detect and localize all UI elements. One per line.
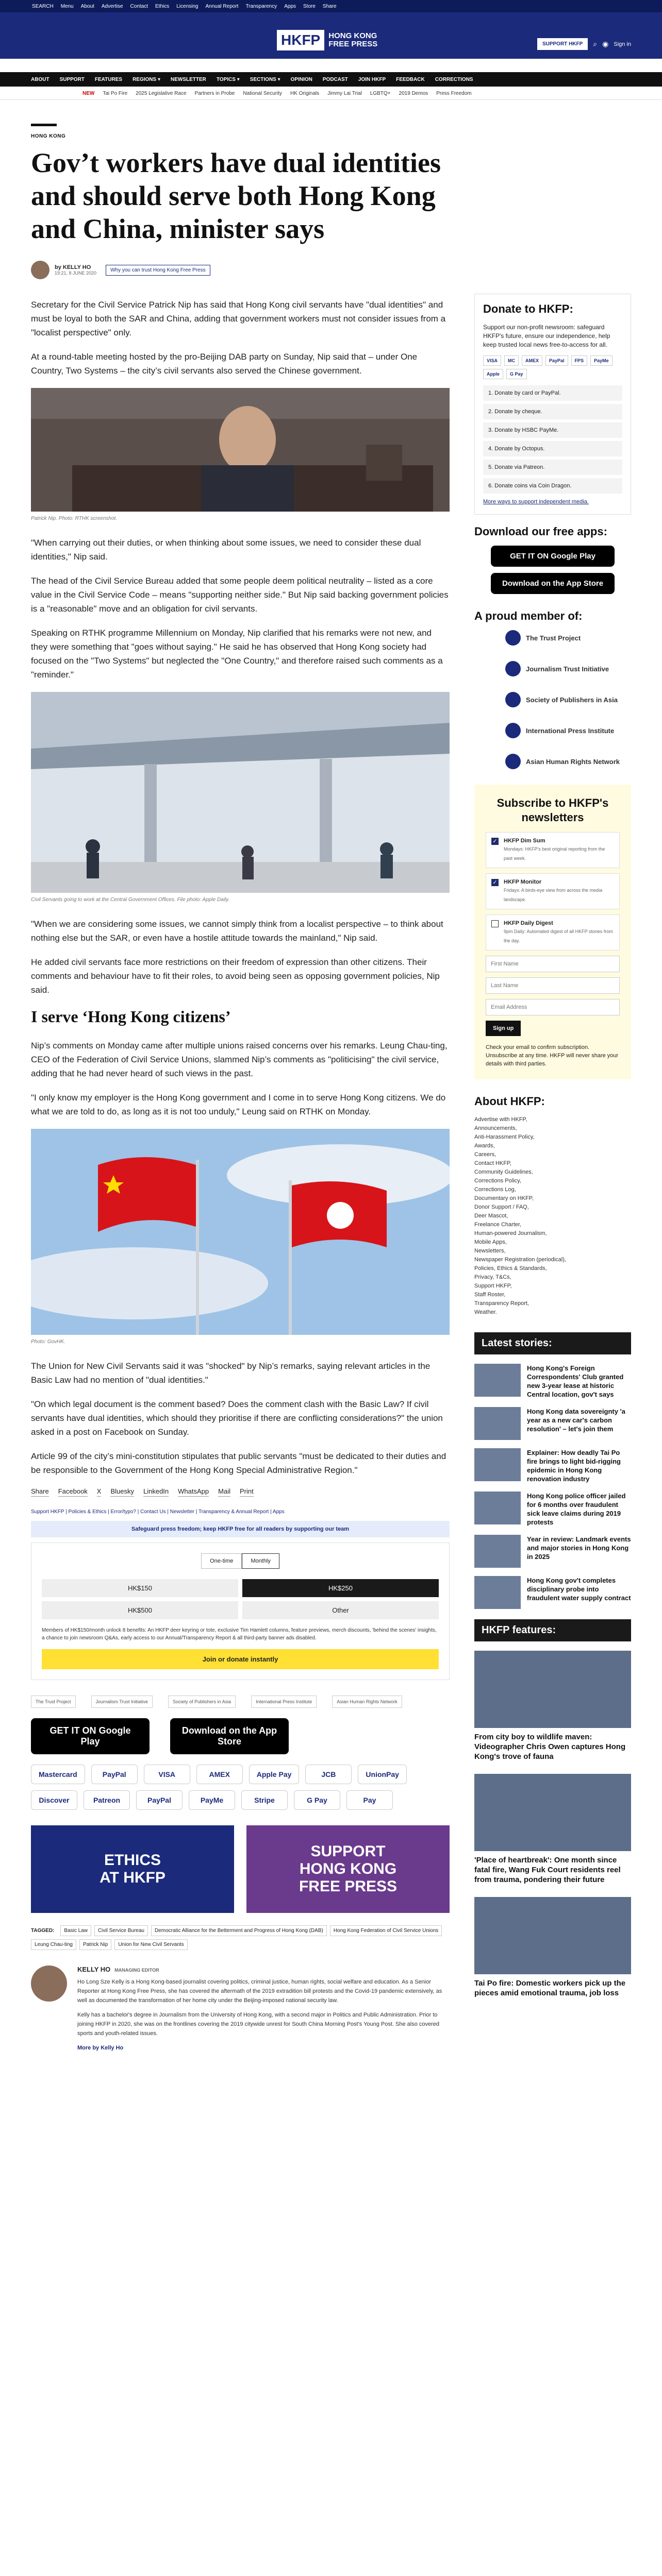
top-link[interactable]: Annual Report: [205, 4, 239, 9]
join-donate-button[interactable]: Join or donate instantly: [42, 1649, 439, 1669]
checkbox[interactable]: [491, 920, 499, 927]
feature-story[interactable]: [474, 1774, 631, 1885]
about-links: [474, 1115, 631, 1317]
about-link[interactable]: Corrections Policy,: [474, 1178, 521, 1184]
ethics-video[interactable]: [31, 1825, 234, 1913]
story-thumbnail[interactable]: [474, 1492, 521, 1524]
newsletter-signup: [474, 785, 631, 1079]
photo-flags: [31, 1129, 450, 1335]
top-link[interactable]: Contact: [130, 4, 148, 9]
member-item[interactable]: [505, 723, 631, 738]
donate-text: Support our non-profit newsroom: safeguard HKFP's future, ensure our independence, help keep trusted local news free-to-access for all.: [483, 324, 610, 348]
newsletter-option[interactable]: [486, 832, 620, 868]
apps-title: Download our free apps:: [474, 525, 607, 538]
top-utility-bar: [0, 0, 662, 12]
newsletter-name: HKFP Daily Digest: [504, 920, 553, 926]
sign-up-button[interactable]: Sign up: [486, 1021, 521, 1036]
payment-logo: VISA: [144, 1765, 190, 1784]
nav-item[interactable]: SUPPORT: [59, 77, 85, 82]
story-title[interactable]: Hong Kong's Foreign Correspondents' Club granted new 3-year lease at historic Central location, gov't says: [527, 1364, 624, 1398]
member-list: [474, 630, 631, 769]
nav-item[interactable]: OPINION: [290, 77, 312, 82]
payment-logo: Patreon: [84, 1790, 130, 1810]
share-button[interactable]: X: [97, 1487, 102, 1497]
paragraph: Speaking on RTHK programme Millennium on Monday, Nip clarified that his remarks were not new, and they were something that "goes without saying." He said he has observed that Hong Kong society had focused on the "Two Systems" but neglected the "One Country," and therefore raised such comments as a "reminder.": [31, 628, 443, 680]
feature-title[interactable]: Tai Po fire: Domestic workers pick up the pieces amid emotional trauma, job loss: [474, 1979, 626, 1997]
amount-option[interactable]: HK$500: [42, 1601, 238, 1619]
story-title[interactable]: Explainer: How deadly Tai Po fire brings to light bid-rigging epidemic in Hong Kong renovation industry: [527, 1449, 621, 1483]
logo-text: HONG KONG FREE PRESS: [328, 31, 378, 48]
amount-option-selected[interactable]: HK$250: [242, 1579, 439, 1597]
top-link[interactable]: About: [80, 4, 94, 9]
payment-logo: PayPal: [91, 1765, 138, 1784]
story-thumbnail[interactable]: [474, 1407, 521, 1440]
newsletter-desc: Mondays: HKFP's best original reporting from the past week.: [504, 846, 605, 861]
member-logo[interactable]: The Trust Project: [31, 1696, 76, 1708]
about-link[interactable]: Weather.: [474, 1309, 497, 1315]
monthly-option[interactable]: Monthly: [242, 1553, 279, 1569]
top-link[interactable]: Ethics: [155, 4, 170, 9]
tag[interactable]: Basic Law: [60, 1925, 91, 1936]
search-icon[interactable]: ⌕: [593, 40, 598, 48]
author-bio: Kelly has a bachelor's degree in Journalism from the University of Hong Kong, with a second major in Politics and Public Administration. Prior to joining HKFP in 2020, she was on the frontlines covering the 2019 citywide unrest for South China Morning Post's Young Post. She also covered sports and youth-related issues.: [77, 2012, 440, 2037]
feature-thumbnail[interactable]: [474, 1651, 631, 1728]
latest-story[interactable]: [474, 1448, 631, 1483]
donation-option[interactable]: 2. Donate by cheque.: [483, 404, 622, 419]
flags-illustration: [31, 1129, 450, 1335]
photo-caption: Patrick Nip. Photo: RTHK screenshot.: [31, 516, 118, 521]
donation-frequency-toggle: [42, 1553, 439, 1569]
latest-story[interactable]: [474, 1535, 631, 1568]
photo-caption: Photo: GovHK.: [31, 1339, 65, 1345]
author-role: MANAGING EDITOR: [114, 1968, 159, 1973]
trust-badge[interactable]: Why you can trust Hong Kong Free Press: [106, 265, 210, 276]
paragraph: "When carrying out their duties, or when thinking about some issues, we need to consider these dual identities," Nip said.: [31, 538, 421, 562]
donation-option[interactable]: 1. Donate by card or PayPal.: [483, 385, 622, 401]
newsletter-options: [486, 832, 620, 951]
nav-item[interactable]: CORRECTIONS: [435, 77, 473, 82]
google-play-badge[interactable]: GET IT ON Google Play: [31, 1718, 150, 1754]
top-links: [32, 4, 337, 9]
member-logo[interactable]: Asian Human Rights Network: [332, 1696, 402, 1708]
tag[interactable]: Civil Service Bureau: [94, 1925, 148, 1936]
paragraph: Nip’s comments on Monday came after multiple unions raised concerns over his remarks. Leung Chau-ting, CEO of the Federation of Civil Service Unions, slammed Nip’s comments as "politicising" the civil service, adding that he had never heard of such views in the past.: [31, 1041, 448, 1078]
trending-item[interactable]: 2019 Demos: [399, 91, 428, 96]
donation-options: [483, 385, 622, 494]
top-link[interactable]: Advertise: [101, 4, 123, 9]
member-name: Journalism Trust Initiative: [526, 665, 609, 673]
latest-story[interactable]: [474, 1407, 631, 1440]
membership-note: Members of HK$150/month unlock 8 benefits: An HKFP deer keyring or tote, exclusive Tim Hamlett columns, feature previews, merch discounts, 'behind the scenes' insights, a chance to join newsroom Q&As, early access to our Annual/Transparency Report & all third-party banner ads disabled.: [42, 1628, 437, 1641]
amount-option[interactable]: Other: [242, 1601, 439, 1619]
about-link[interactable]: Deer Mascot,: [474, 1213, 508, 1219]
main-nav-items: [31, 77, 473, 82]
google-play-badge[interactable]: GET IT ON Google Play: [491, 546, 615, 567]
app-store-badge[interactable]: Download on the App Store: [491, 573, 615, 594]
feature-title[interactable]: 'Place of heartbreak': One month since fatal fire, Wang Fuk Court residents reel from trauma, pondering their future: [474, 1856, 621, 1884]
share-button[interactable]: Facebook: [58, 1487, 88, 1497]
story-title[interactable]: Hong Kong police officer jailed for 6 months over fraudulent sick leave claims during 2019 protests: [527, 1492, 626, 1526]
newsletter-desc: Fridays: A birds-eye view from across the media landscape.: [504, 888, 603, 902]
top-link[interactable]: Apps: [284, 4, 296, 9]
trending-item[interactable]: National Security: [243, 91, 282, 96]
payment-logo: G Pay: [506, 369, 527, 379]
first-name-field[interactable]: [486, 956, 620, 972]
trending-nav: [0, 87, 662, 100]
tag[interactable]: Patrick Nip: [79, 1939, 111, 1950]
sidebar: [474, 294, 631, 2010]
feature-story[interactable]: [474, 1651, 631, 1761]
tag[interactable]: Hong Kong Federation of Civil Service Unions: [330, 1925, 442, 1936]
about-link[interactable]: Human-powered Journalism,: [474, 1230, 547, 1236]
member-name: Asian Human Rights Network: [526, 757, 620, 766]
story-thumbnail[interactable]: [474, 1448, 521, 1481]
tag[interactable]: Union for New Civil Servants: [114, 1939, 187, 1950]
member-item[interactable]: [505, 661, 631, 676]
share-button[interactable]: Share: [31, 1487, 49, 1497]
share-button[interactable]: WhatsApp: [178, 1487, 209, 1497]
payment-methods: [31, 1765, 450, 1810]
paragraph: "On which legal document is the comment based? Does the comment clash with the Basic Law? If civil servants have dual identities, which should they prioritise if there are conflicting considerations?" the union asked in a post on Facebook on Sunday.: [31, 1399, 443, 1437]
paragraph: The Union for New Civil Servants said it was "shocked" by Nip’s remarks, saying relevant articles in the Basic Law had no mention of "dual identities.": [31, 1361, 431, 1385]
donation-option[interactable]: 3. Donate by HSBC PayMe.: [483, 422, 622, 438]
top-link[interactable]: Share: [322, 4, 337, 9]
nav-item[interactable]: TOPICS ▾: [216, 77, 240, 82]
payment-logo: Mastercard: [31, 1765, 85, 1784]
newsletter-option[interactable]: [486, 914, 620, 951]
nav-item[interactable]: FEEDBACK: [396, 77, 425, 82]
nav-item[interactable]: NEWSLETTER: [170, 77, 206, 82]
member-item[interactable]: [505, 630, 631, 646]
paragraph: "I only know my employer is the Hong Kong government and I come in to serve Hong Kong citizens. We do what we are told to do, as long as it is not too unduly," Leung said on RTHK on Monday.: [31, 1093, 446, 1116]
member-logo-icon: [505, 723, 521, 738]
safeguard-banner: Safeguard press freedom; keep HKFP free for all readers by supporting our team: [31, 1521, 450, 1537]
member-logo-icon: [505, 692, 521, 707]
payment-logo: UnionPay: [358, 1765, 407, 1784]
author-photo[interactable]: [31, 1965, 67, 2002]
author-box-name[interactable]: KELLY HO MANAGING EDITOR: [77, 1965, 159, 1973]
publish-date: 19:21, 8 JUNE 2020: [55, 270, 97, 276]
payment-logo: AMEX: [522, 355, 542, 366]
article-footer-links[interactable]: Support HKFP | Policies & Ethics | Error/typo? | Contact Us | Newsletter | Transparency & Annual Report | Apps: [31, 1509, 285, 1515]
email-field[interactable]: [486, 999, 620, 1015]
nav-item[interactable]: REGIONS ▾: [133, 77, 160, 82]
support-video-label: SUPPORT HONG KONG FREE PRESS: [299, 1843, 398, 1895]
payment-logo: JCB: [305, 1765, 352, 1784]
payment-logo: Discover: [31, 1790, 77, 1810]
about-link[interactable]: Corrections Log,: [474, 1187, 516, 1193]
main-nav: [0, 72, 662, 87]
about-link[interactable]: Advertise with HKFP,: [474, 1116, 527, 1123]
nav-item[interactable]: ABOUT: [31, 77, 49, 82]
about-link[interactable]: Awards,: [474, 1143, 495, 1149]
newsletter-name: HKFP Dim Sum: [504, 838, 545, 844]
amount-option[interactable]: HK$150: [42, 1579, 238, 1597]
share-bar: [31, 1487, 450, 1501]
more-by-author-link[interactable]: More by Kelly Ho: [77, 2045, 124, 2051]
author-box: [31, 1965, 450, 2058]
top-link[interactable]: Transparency: [245, 4, 277, 9]
photo-caption: Civil Servants going to work at the Central Government Offices. File photo: Apple Daily.: [31, 897, 230, 903]
feature-stories: [474, 1651, 631, 1998]
about-link[interactable]: Announcements,: [474, 1125, 517, 1131]
side-app-badges: [474, 546, 631, 594]
latest-story[interactable]: [474, 1576, 631, 1609]
story-title[interactable]: Year in review: Landmark events and major stories in Hong Kong in 2025: [527, 1535, 631, 1561]
member-name: The Trust Project: [526, 634, 581, 642]
header-actions: [537, 38, 631, 50]
member-logo[interactable]: International Press Institute: [251, 1696, 317, 1708]
about-title: About HKFP:: [474, 1095, 545, 1108]
member-name: Society of Publishers in Asia: [526, 696, 618, 704]
trending-item[interactable]: HK Originals: [290, 91, 320, 96]
author-avatar[interactable]: [31, 261, 49, 279]
trending-item[interactable]: Partners in Probe: [194, 91, 235, 96]
share-button[interactable]: LinkedIn: [143, 1487, 169, 1497]
paragraph: "When we are considering some issues, we cannot simply think from a localist perspective – to think about nothing else but the SAR, or even have a hostile attitude towards the mainland," Nip said.: [31, 919, 443, 943]
member-logo-icon: [505, 661, 521, 676]
article-title: Gov’t workers have dual identities and should serve both Hong Kong and China, minister says: [31, 147, 441, 244]
paragraph: The head of the Civil Service Bureau added that some people deem political neutrality – listed as a core value in the Civil Service Code – means "supporting neither side." But Nip said backing government policies is a "reasonable" move and an obligation for civil servants.: [31, 576, 449, 614]
membership-logos: [31, 1696, 450, 1708]
about-link[interactable]: Newsletters,: [474, 1248, 506, 1254]
latest-story[interactable]: [474, 1364, 631, 1399]
paragraph: Article 99 of the city’s mini-constitution stipulates that public servants "must be dedicated to their duties and be responsible to the Government of the Hong Kong Special Administrative Region.": [31, 1451, 446, 1475]
payment-logo: PayMe: [189, 1790, 235, 1810]
nav-item[interactable]: JOIN HKFP: [358, 77, 386, 82]
ethics-video-label: ETHICS AT HKFP: [100, 1852, 166, 1886]
about-link[interactable]: Contact HKFP,: [474, 1160, 511, 1166]
about-link[interactable]: Support HKFP,: [474, 1283, 512, 1289]
app-store-badges: [31, 1718, 450, 1754]
newsletter-note: Check your email to confirm subscription. Unsubscribe at any time. HKFP will never share your details with third parties.: [486, 1044, 619, 1067]
donation-option[interactable]: 4. Donate by Octopus.: [483, 441, 622, 456]
tag-list: [31, 1925, 450, 1950]
latest-title: Latest stories:: [474, 1332, 631, 1354]
payment-logo: Pay: [346, 1790, 393, 1810]
tag[interactable]: Leung Chau-ting: [31, 1939, 76, 1950]
newsletter-title: Subscribe to HKFP's newsletters: [496, 796, 609, 824]
member-name: International Press Institute: [526, 726, 615, 735]
trending-item[interactable]: Tai Po Fire: [103, 91, 128, 96]
newsletter-desc: 9pm Daily: Automated digest of all HKFP stories from the day.: [504, 929, 613, 943]
paragraph: He added civil servants face more restrictions on their freedom of expression than other citizens. Their comments and behaviour have to fit their roles, to avoid being seen as opposing government policies, Nip said.: [31, 957, 440, 995]
offices-illustration: [31, 692, 450, 893]
payment-logo: Apple Pay: [249, 1765, 300, 1784]
site-header: [0, 12, 662, 59]
about-link[interactable]: Privacy, T&Cs,: [474, 1274, 511, 1280]
payment-logo: FPS: [571, 355, 588, 366]
paragraph: Secretary for the Civil Service Patrick Nip has said that Hong Kong civil servants have "dual identities" and must be loyal to both the SAR and China, adding that government workers must not consider issues from a "localist perspective" only.: [31, 300, 446, 337]
trending-item[interactable]: 2025 Legislative Race: [136, 91, 187, 96]
donation-widget: [31, 1543, 450, 1680]
byline: [31, 261, 450, 279]
nav-item[interactable]: FEATURES: [94, 77, 123, 82]
logo-mark: HKFP: [277, 30, 324, 50]
share-button[interactable]: Bluesky: [110, 1487, 134, 1497]
photo-government-offices: [31, 692, 450, 893]
trending-item[interactable]: LGBTQ+: [370, 91, 391, 96]
donation-option[interactable]: 5. Donate via Patreon.: [483, 460, 622, 475]
trending-items: [82, 91, 472, 96]
member-logo-icon: [505, 754, 521, 769]
payment-logo: VISA: [483, 355, 501, 366]
article: [31, 124, 450, 2058]
member-logo-icon: [505, 630, 521, 646]
latest-story[interactable]: [474, 1492, 631, 1527]
donation-option[interactable]: 6. Donate coins via Coin Dragon.: [483, 478, 622, 494]
feature-story[interactable]: [474, 1897, 631, 1998]
payment-logo: G Pay: [294, 1790, 340, 1810]
photo-patrick-nip: [31, 388, 450, 512]
newsletter-option[interactable]: [486, 873, 620, 909]
support-video[interactable]: [246, 1825, 450, 1913]
payment-logo: PayPal: [545, 355, 568, 366]
one-time-option[interactable]: One-time: [201, 1553, 242, 1569]
about-link[interactable]: Mobile Apps,: [474, 1239, 507, 1245]
feature-title[interactable]: From city boy to wildlife maven: Videographer Chris Owen captures Hong Kong's trove of fauna: [474, 1733, 626, 1761]
top-link[interactable]: Store: [303, 4, 316, 9]
trending-item[interactable]: Press Freedom: [436, 91, 472, 96]
about-link[interactable]: Freelance Charter,: [474, 1222, 522, 1228]
side-payment-icons: [483, 355, 622, 379]
checkbox[interactable]: ✓: [491, 879, 499, 886]
member-logo[interactable]: Journalism Trust Initiative: [91, 1696, 153, 1708]
trending-item[interactable]: Jimmy Lai Trial: [327, 91, 362, 96]
sign-in-link[interactable]: Sign in: [614, 41, 631, 47]
nip-illustration: [31, 388, 450, 512]
top-link[interactable]: Licensing: [176, 4, 198, 9]
author-bio: Ho Long Sze Kelly is a Hong Kong-based journalist covering politics, criminal justice, human rights, social welfare and education. As a Senior Reporter at Hong Kong Free Press, she has covered the aftermath of the 2019 extradition bill protests and the Covid-19 pandemic extensively, as well as documented the transformation of her home city under the Beijing-imposed national security law.: [77, 1979, 442, 2004]
payment-logo: AMEX: [196, 1765, 243, 1784]
payment-logo: Apple: [483, 369, 503, 379]
site-logo[interactable]: [277, 30, 377, 50]
newsletter-name: HKFP Monitor: [504, 879, 542, 885]
payment-logo: PayPal: [136, 1790, 183, 1810]
title-rule: [31, 124, 57, 126]
share-button[interactable]: Print: [240, 1487, 254, 1497]
about-link[interactable]: Anti-Harassment Policy,: [474, 1134, 535, 1140]
about-link[interactable]: Policies, Ethics & Standards,: [474, 1265, 547, 1272]
feature-thumbnail[interactable]: [474, 1774, 631, 1851]
member-logo[interactable]: Society of Publishers in Asia: [168, 1696, 236, 1708]
nav-item[interactable]: PODCAST: [322, 77, 348, 82]
more-ways-link[interactable]: More ways to support independent media.: [483, 499, 589, 505]
new-badge: NEW: [82, 91, 95, 96]
about-link[interactable]: Documentary on HKFP,: [474, 1195, 534, 1201]
support-hkfp-button[interactable]: SUPPORT HKFP: [537, 38, 588, 50]
tags-label: TAGGED:: [31, 1928, 55, 1934]
top-link[interactable]: SEARCH: [32, 4, 54, 9]
payment-logo: Stripe: [241, 1790, 288, 1810]
donate-title: Donate to HKFP:: [483, 302, 573, 315]
share-button[interactable]: Mail: [218, 1487, 230, 1497]
about-link[interactable]: Donor Support / FAQ,: [474, 1204, 529, 1210]
latest-stories: [474, 1364, 631, 1609]
story-thumbnail[interactable]: [474, 1535, 521, 1568]
story-thumbnail[interactable]: [474, 1576, 521, 1609]
about-link[interactable]: Transparency Report,: [474, 1300, 529, 1307]
member-title: A proud member of:: [474, 609, 583, 622]
about-link[interactable]: Newspaper Registration (periodical),: [474, 1257, 566, 1263]
payment-logo: MC: [504, 355, 519, 366]
member-item[interactable]: [505, 692, 631, 707]
paragraph: At a round-table meeting hosted by the pro-Beijing DAB party on Sunday, Nip said that – under One Country, Two Systems – the city’s civil servants also served the Chinese government.: [31, 352, 418, 376]
about-link[interactable]: Careers,: [474, 1151, 496, 1158]
top-link[interactable]: Menu: [60, 4, 74, 9]
feature-thumbnail[interactable]: [474, 1897, 631, 1974]
user-icon[interactable]: ◉: [602, 40, 609, 48]
author-name[interactable]: by KELLY HO: [55, 264, 91, 270]
story-thumbnail[interactable]: [474, 1364, 521, 1397]
promo-videos: [31, 1825, 450, 1913]
about-link[interactable]: Staff Roster,: [474, 1292, 506, 1298]
donation-amounts: [42, 1579, 439, 1619]
story-title[interactable]: Hong Kong data sovereignty 'a year as a new car's carbon resolution' – let's join them: [527, 1408, 625, 1433]
donate-box: [474, 294, 631, 515]
tag[interactable]: Democratic Alliance for the Betterment and Progress of Hong Kong (DAB): [151, 1925, 327, 1936]
nav-item[interactable]: SECTIONS ▾: [250, 77, 280, 82]
payment-logo: PayMe: [590, 355, 613, 366]
section-heading: I serve ‘Hong Kong citizens’: [31, 1007, 231, 1026]
story-title[interactable]: Hong Kong gov't completes disciplinary probe into fraudulent water supply contract: [527, 1577, 631, 1602]
article-category[interactable]: HONG KONG: [31, 133, 66, 139]
member-item[interactable]: [505, 754, 631, 769]
app-store-badge[interactable]: Download on the App Store: [170, 1718, 289, 1754]
last-name-field[interactable]: [486, 977, 620, 994]
about-link[interactable]: Community Guidelines,: [474, 1169, 533, 1175]
checkbox[interactable]: ✓: [491, 838, 499, 845]
features-title: HKFP features:: [474, 1619, 631, 1641]
